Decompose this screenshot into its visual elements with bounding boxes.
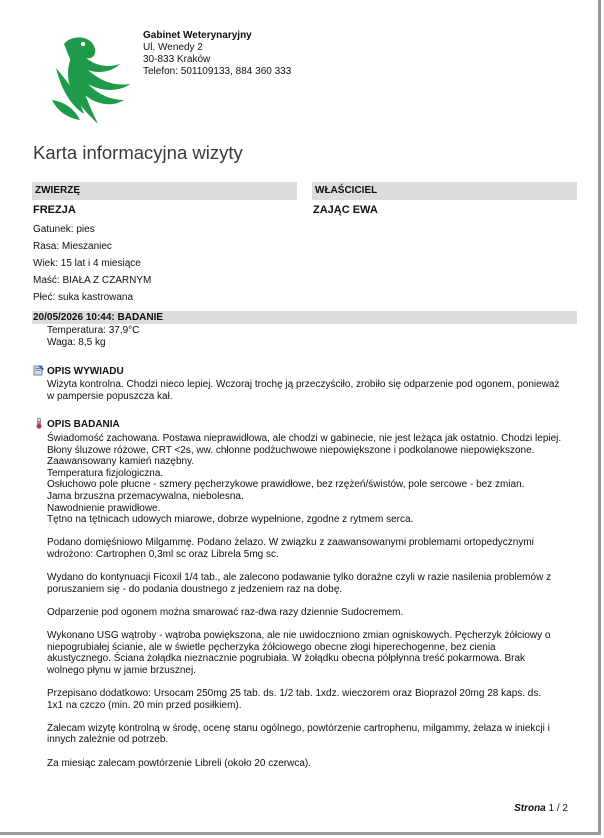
thermometer-icon — [33, 417, 45, 429]
exam-line: Świadomość zachowana. Postawa nieprawidłowa, ale chodzi w gabinecie, nie jest leżąca jak ostatnio. Chodzi lepiej. — [47, 433, 562, 444]
exam-line: innych zależnie od potrzeb. — [47, 734, 169, 746]
animal-color: Maść: BIAŁA Z CZARNYM — [33, 275, 152, 286]
clinic-name: Gabinet Weterynaryjny — [143, 30, 252, 41]
animal-name: FREZJA — [33, 204, 76, 216]
clinic-phone: Telefon: 501109133, 884 360 333 — [143, 66, 292, 77]
history-section-title: OPIS WYWIADU — [47, 366, 124, 377]
exam-paragraph — [47, 537, 583, 560]
visit-header: 20/05/2026 10:44: BADANIE — [32, 311, 577, 324]
owner-section-header: WŁAŚCICIEL — [312, 182, 577, 200]
exam-line: Jama brzuszna przemacywalna, niebolesna. — [47, 490, 244, 502]
exam-line: Nawodnienie prawidłowe. — [47, 502, 161, 514]
exam-text — [47, 433, 583, 781]
animal-section-header: ZWIERZĘ — [32, 182, 297, 200]
history-text — [47, 379, 583, 402]
exam-line: Temperatura fizjologiczna. — [47, 467, 164, 479]
page-current: 1 — [548, 803, 555, 814]
exam-line: Podano domięśniowo Milgammę. Podano żelazo. W związku z zaawansowanymi problemami ortopedycznymi — [47, 537, 534, 549]
exam-paragraph — [47, 607, 583, 619]
page-total: / 2 — [556, 803, 568, 814]
history-section-header — [33, 364, 124, 378]
visit-weight: Waga: 8,5 kg — [47, 337, 106, 348]
exam-paragraph — [47, 433, 583, 526]
exam-line: wdrożono: Cartrophen 0,3ml sc oraz Librela 5mg sc. — [47, 548, 279, 560]
animal-age: Wiek: 15 lat i 4 miesiące — [33, 258, 141, 269]
animal-sex: Płeć: suka kastrowana — [33, 292, 134, 303]
exam-line: wolnego płynu w jamie brzusznej. — [47, 664, 196, 676]
exam-section-header — [33, 417, 120, 431]
page-number — [514, 803, 568, 814]
exam-line: Za miesiąc zalecam powtórzenie Libreli (około 20 czerwca). — [47, 757, 311, 769]
exam-section-title: OPIS BADANIA — [47, 419, 120, 430]
exam-line: Osłuchowo pole płucne - szmery pęcherzykowe prawidłowe, bez rzężeń/świstów, pole sercowe - bez zmian. — [47, 479, 525, 491]
exam-line: Wydano do kontynuacji Ficoxil 1/4 tab., ale zalecono podawanie tylko doraźne czyli w razie nasilenia problemów z — [47, 572, 552, 584]
exam-paragraph — [47, 688, 583, 711]
animal-species: Gatunek: pies — [33, 224, 95, 235]
exam-line: Błony śluzowe różowe, CRT <2s, ww. chłonne podżuchwowe niepowiększone i podkolanowe niepowiększone. — [47, 444, 535, 456]
notes-icon — [33, 364, 45, 376]
exam-paragraph — [47, 723, 583, 746]
clinic-logo — [50, 30, 136, 128]
exam-line: Wykonano USG wątroby - wątroba powiększona, ale nie uwidoczniono zmian ogniskowych. Pęcherzyk żółciowy o — [47, 630, 551, 642]
exam-line: poruszaniem się - do podania doustnego z jedzeniem raz na dobę. — [47, 583, 343, 595]
history-line: w pampersie popuszcza kał. — [47, 390, 173, 402]
exam-line: 1x1 na czczo (min. 20 min przed posiłkiem). — [47, 699, 242, 711]
exam-line: Odparzenie pod ogonem można smarować raz-dwa razy dziennie Sudocremem. — [47, 606, 404, 618]
history-line: Wizyta kontrolna. Chodzi nieco lepiej. Wczoraj trochę ją przeczyściło, zrobiło się odparzenie pod ogonem, ponieważ — [47, 379, 560, 390]
exam-line: Zaawansowany kamień nazębny. — [47, 456, 195, 468]
animal-breed: Rasa: Mieszaniec — [33, 241, 112, 252]
document-title: Karta informacyjna wizyty — [33, 142, 243, 163]
exam-line: Zalecam wizytę kontrolną w środę, ocenę stanu ogólnego, powtórzenie cartrophenu, milgammy, żelaza w iniekcji i — [47, 722, 550, 734]
exam-paragraph — [47, 572, 583, 595]
exam-line: akustycznego. Ściana żołądka nieznacznie pogrubiała. W żołądku obecna półpłynna treść pokarmowa. Brak — [47, 653, 526, 665]
exam-line: Tętno na tętnicach udowych miarowe, dobrze wypełnione, zgodne z rytmem serca. — [47, 514, 414, 526]
exam-paragraph — [47, 630, 583, 676]
owner-name: ZAJĄC EWA — [313, 204, 378, 216]
clinic-city: 30-833 Kraków — [143, 54, 211, 65]
clinic-info — [143, 30, 291, 78]
visit-vitals — [47, 325, 139, 349]
visit-temperature: Temperatura: 37,9°C — [47, 325, 140, 336]
animal-details — [33, 221, 151, 306]
exam-line: niepogrubiałej ścianie, ale w świetle pęcherzyka żółciowego obecne złogi hiperechogenne, bez cienia — [47, 641, 496, 653]
exam-line: Przepisano dodatkowo: Ursocam 250mg 25 tab. ds. 1/2 tab. 1xdz. wieczorem oraz Bioprazol 20mg 28 kaps. ds. — [47, 688, 542, 700]
page-label: Strona — [514, 803, 546, 814]
clinic-street: Ul. Wenedy 2 — [143, 42, 203, 53]
exam-paragraph — [47, 758, 583, 770]
